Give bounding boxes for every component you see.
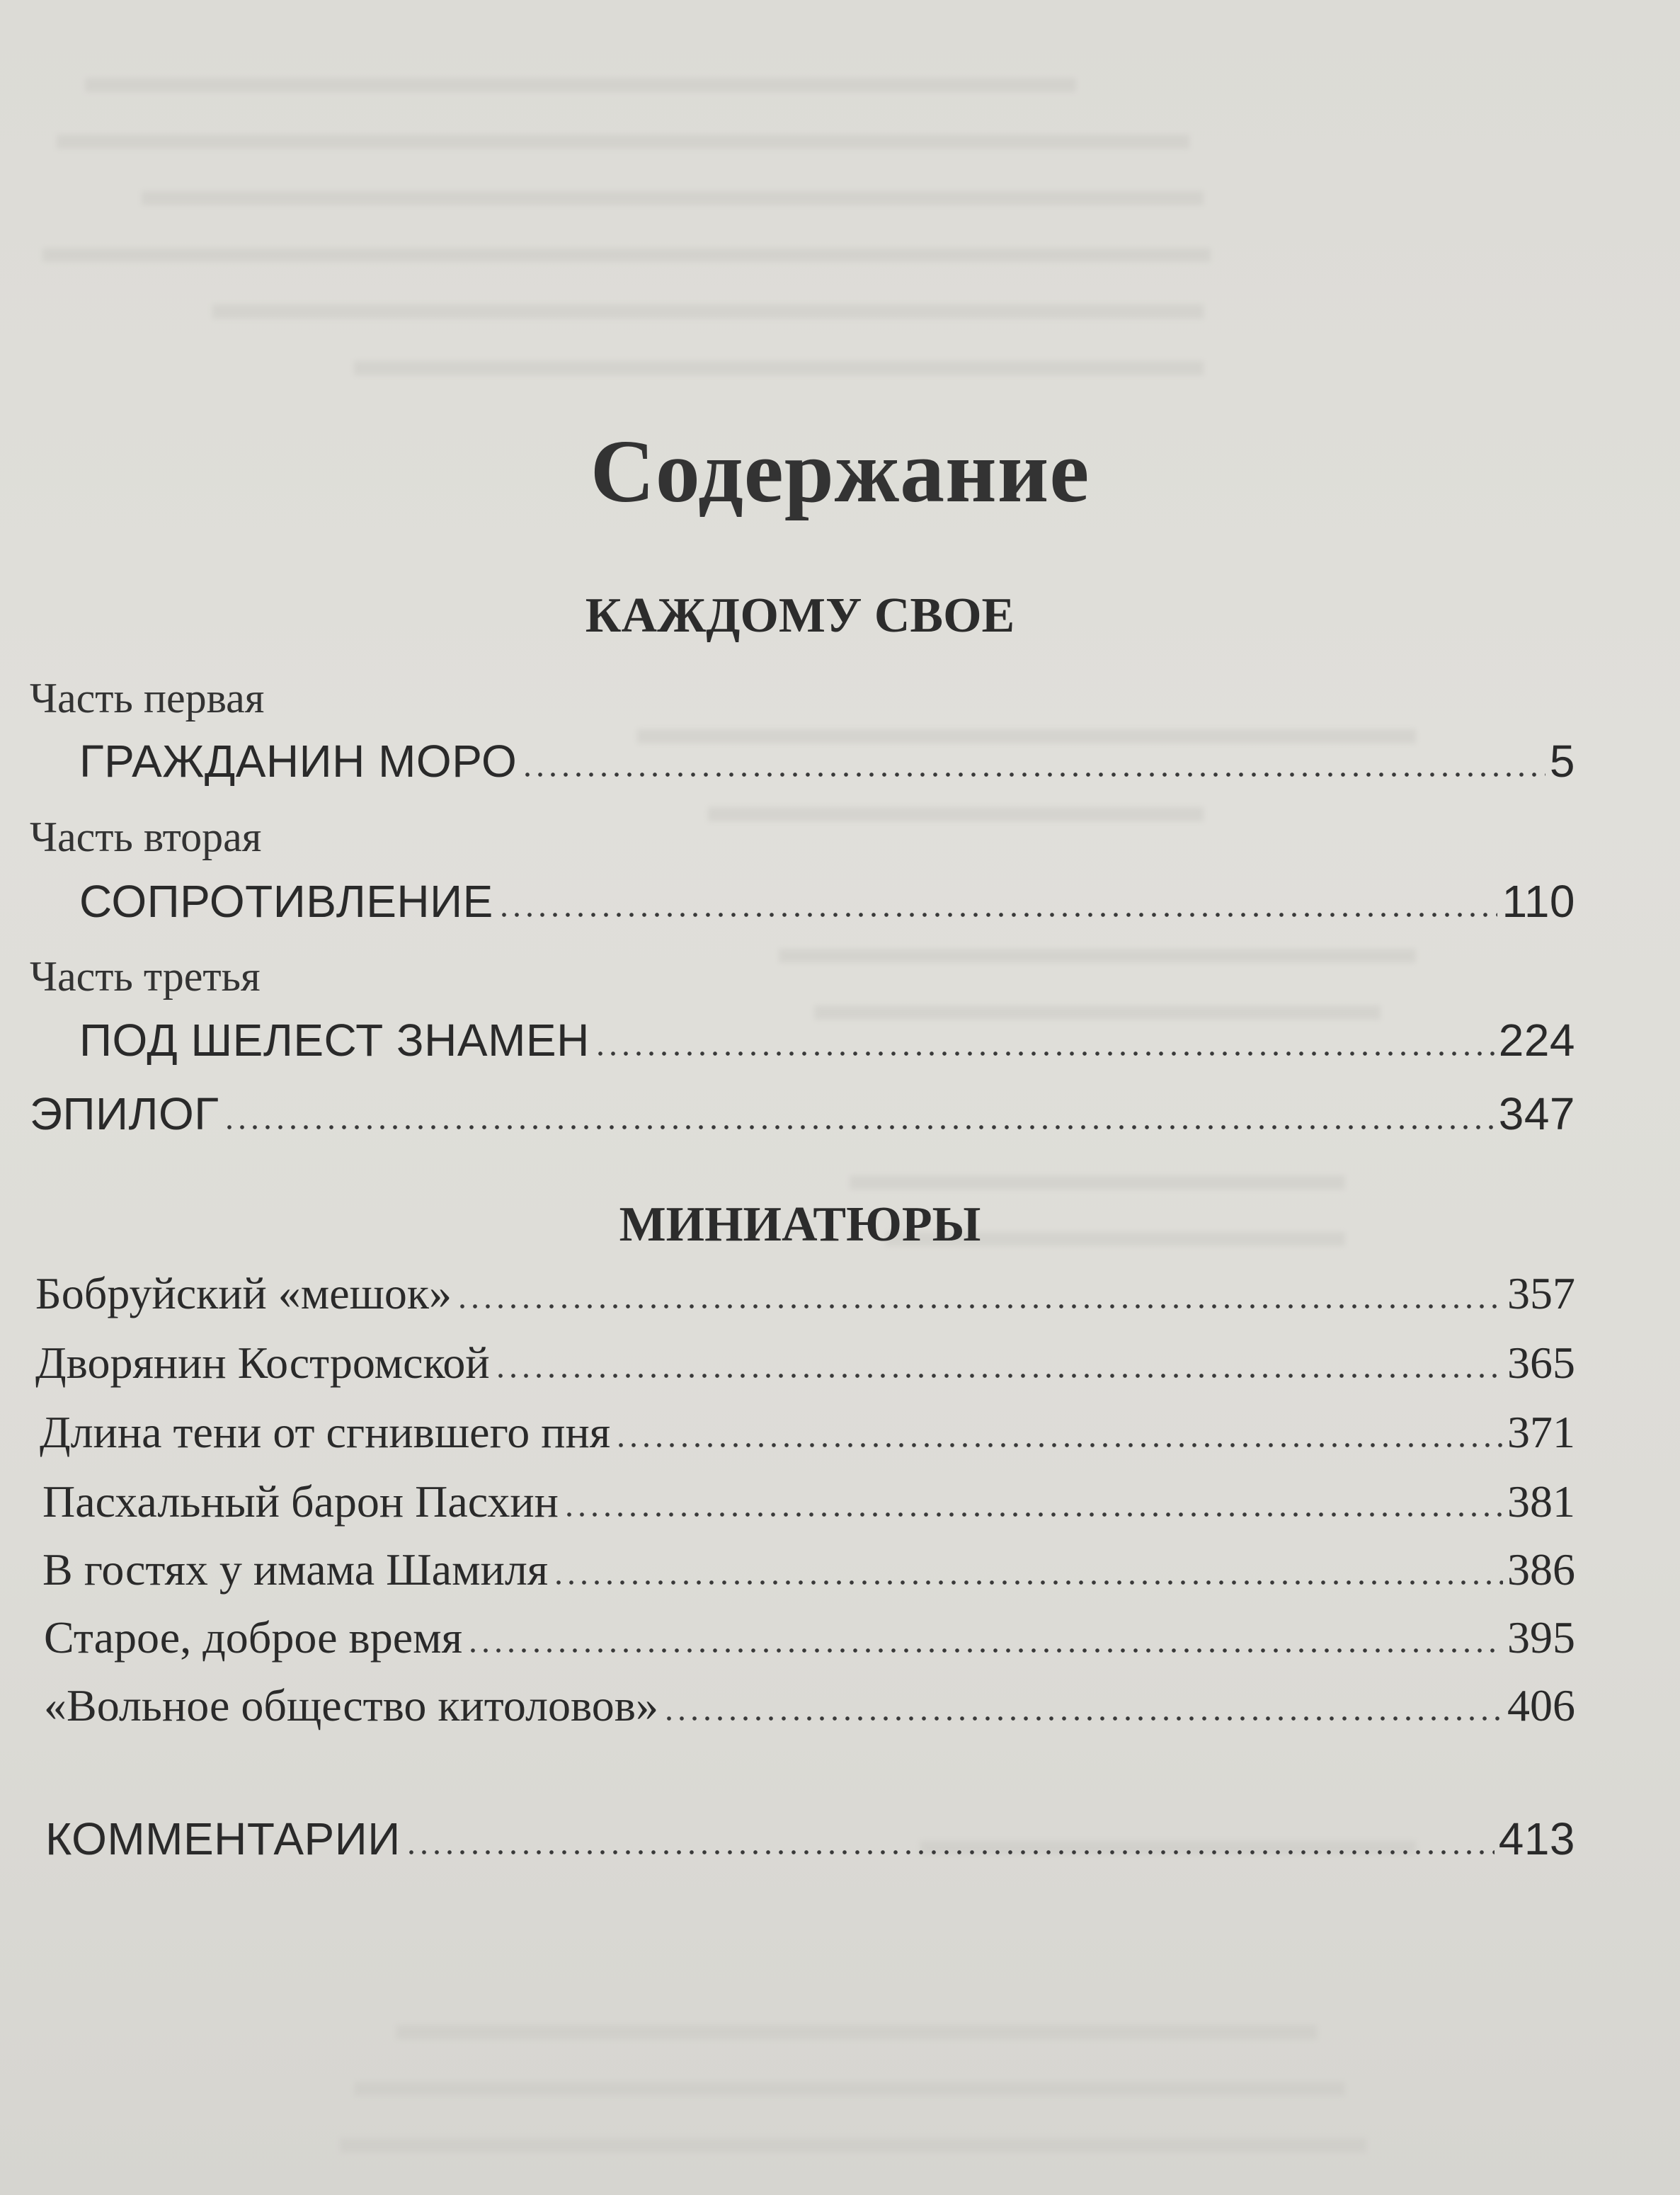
toc-entry-title: «Вольное общество китоловов» — [44, 1680, 658, 1731]
toc-entry-miniature-2 — [35, 1337, 1575, 1389]
toc-page-number: 365 — [1507, 1338, 1575, 1388]
toc-page-number: 413 — [1498, 1813, 1575, 1864]
toc-entry-miniature-5 — [42, 1544, 1575, 1596]
toc-page-number: 224 — [1498, 1015, 1575, 1066]
section-heading-kazhdomu-svoe: КАЖДОМУ СВОЕ — [585, 588, 1015, 643]
toc-entry-title: Дворянин Костромской — [35, 1338, 490, 1388]
toc-entry-title: ГРАЖДАНИН МОРО — [79, 736, 518, 787]
part-label-3: Часть третья — [30, 953, 261, 1000]
toc-page-number: 5 — [1549, 736, 1575, 787]
toc-page-number: 110 — [1502, 876, 1575, 927]
dot-leader — [594, 1051, 1495, 1056]
toc-entry-miniature-3 — [40, 1406, 1575, 1459]
toc-page-number: 357 — [1507, 1268, 1575, 1318]
dot-leader — [467, 1648, 1503, 1653]
dot-leader — [498, 913, 1498, 917]
dot-leader — [405, 1850, 1495, 1854]
dot-leader — [563, 1512, 1503, 1517]
part-label-2: Часть вторая — [30, 814, 262, 860]
toc-page-number: 395 — [1507, 1612, 1575, 1663]
part-label-1: Часть первая — [30, 675, 265, 722]
toc-entry-pod-shelest-znamen — [79, 1014, 1575, 1066]
dot-leader — [521, 772, 1545, 777]
toc-entry-miniature-1 — [35, 1267, 1575, 1320]
dot-leader — [494, 1374, 1503, 1378]
toc-page-number: 406 — [1507, 1680, 1575, 1731]
toc-entry-epilog — [30, 1088, 1575, 1140]
toc-entry-title: ЭПИЛОГ — [30, 1088, 219, 1139]
toc-entry-title: В гостях у имама Шамиля — [42, 1544, 549, 1595]
toc-entry-miniature-4 — [42, 1476, 1575, 1528]
toc-entry-miniature-6 — [44, 1612, 1575, 1664]
toc-entry-title: Старое, доброе время — [44, 1612, 463, 1663]
toc-entry-title: ПОД ШЕЛЕСТ ЗНАМЕН — [79, 1015, 590, 1066]
section-heading-miniatyury: МИНИАТЮРЫ — [619, 1197, 981, 1252]
toc-entry-title: Бобруйский «мешок» — [35, 1268, 452, 1318]
toc-entry-miniature-7 — [44, 1680, 1575, 1732]
toc-entry-title: КОММЕНТАРИИ — [45, 1813, 401, 1864]
toc-page-number: 386 — [1507, 1544, 1575, 1595]
toc-entry-title: СОПРОТИВЛЕНИЕ — [79, 876, 493, 927]
dot-leader — [223, 1125, 1494, 1129]
toc-page-number: 347 — [1498, 1088, 1575, 1139]
dot-leader — [456, 1304, 1503, 1309]
toc-entry-title: Длина тени от сгнившего пня — [40, 1407, 611, 1457]
page-title: Содержание — [590, 423, 1090, 521]
toc-entry-grazhdanin-moro — [79, 735, 1575, 787]
dot-leader — [615, 1443, 1503, 1447]
toc-entry-soprotivlenie — [79, 875, 1575, 928]
toc-page-number: 371 — [1507, 1407, 1575, 1457]
dot-leader — [552, 1580, 1503, 1585]
toc-page-number: 381 — [1507, 1476, 1575, 1527]
toc-entry-title: Пасхальный барон Пасхин — [42, 1476, 559, 1527]
toc-entry-kommentarii — [45, 1813, 1575, 1865]
dot-leader — [663, 1716, 1503, 1721]
